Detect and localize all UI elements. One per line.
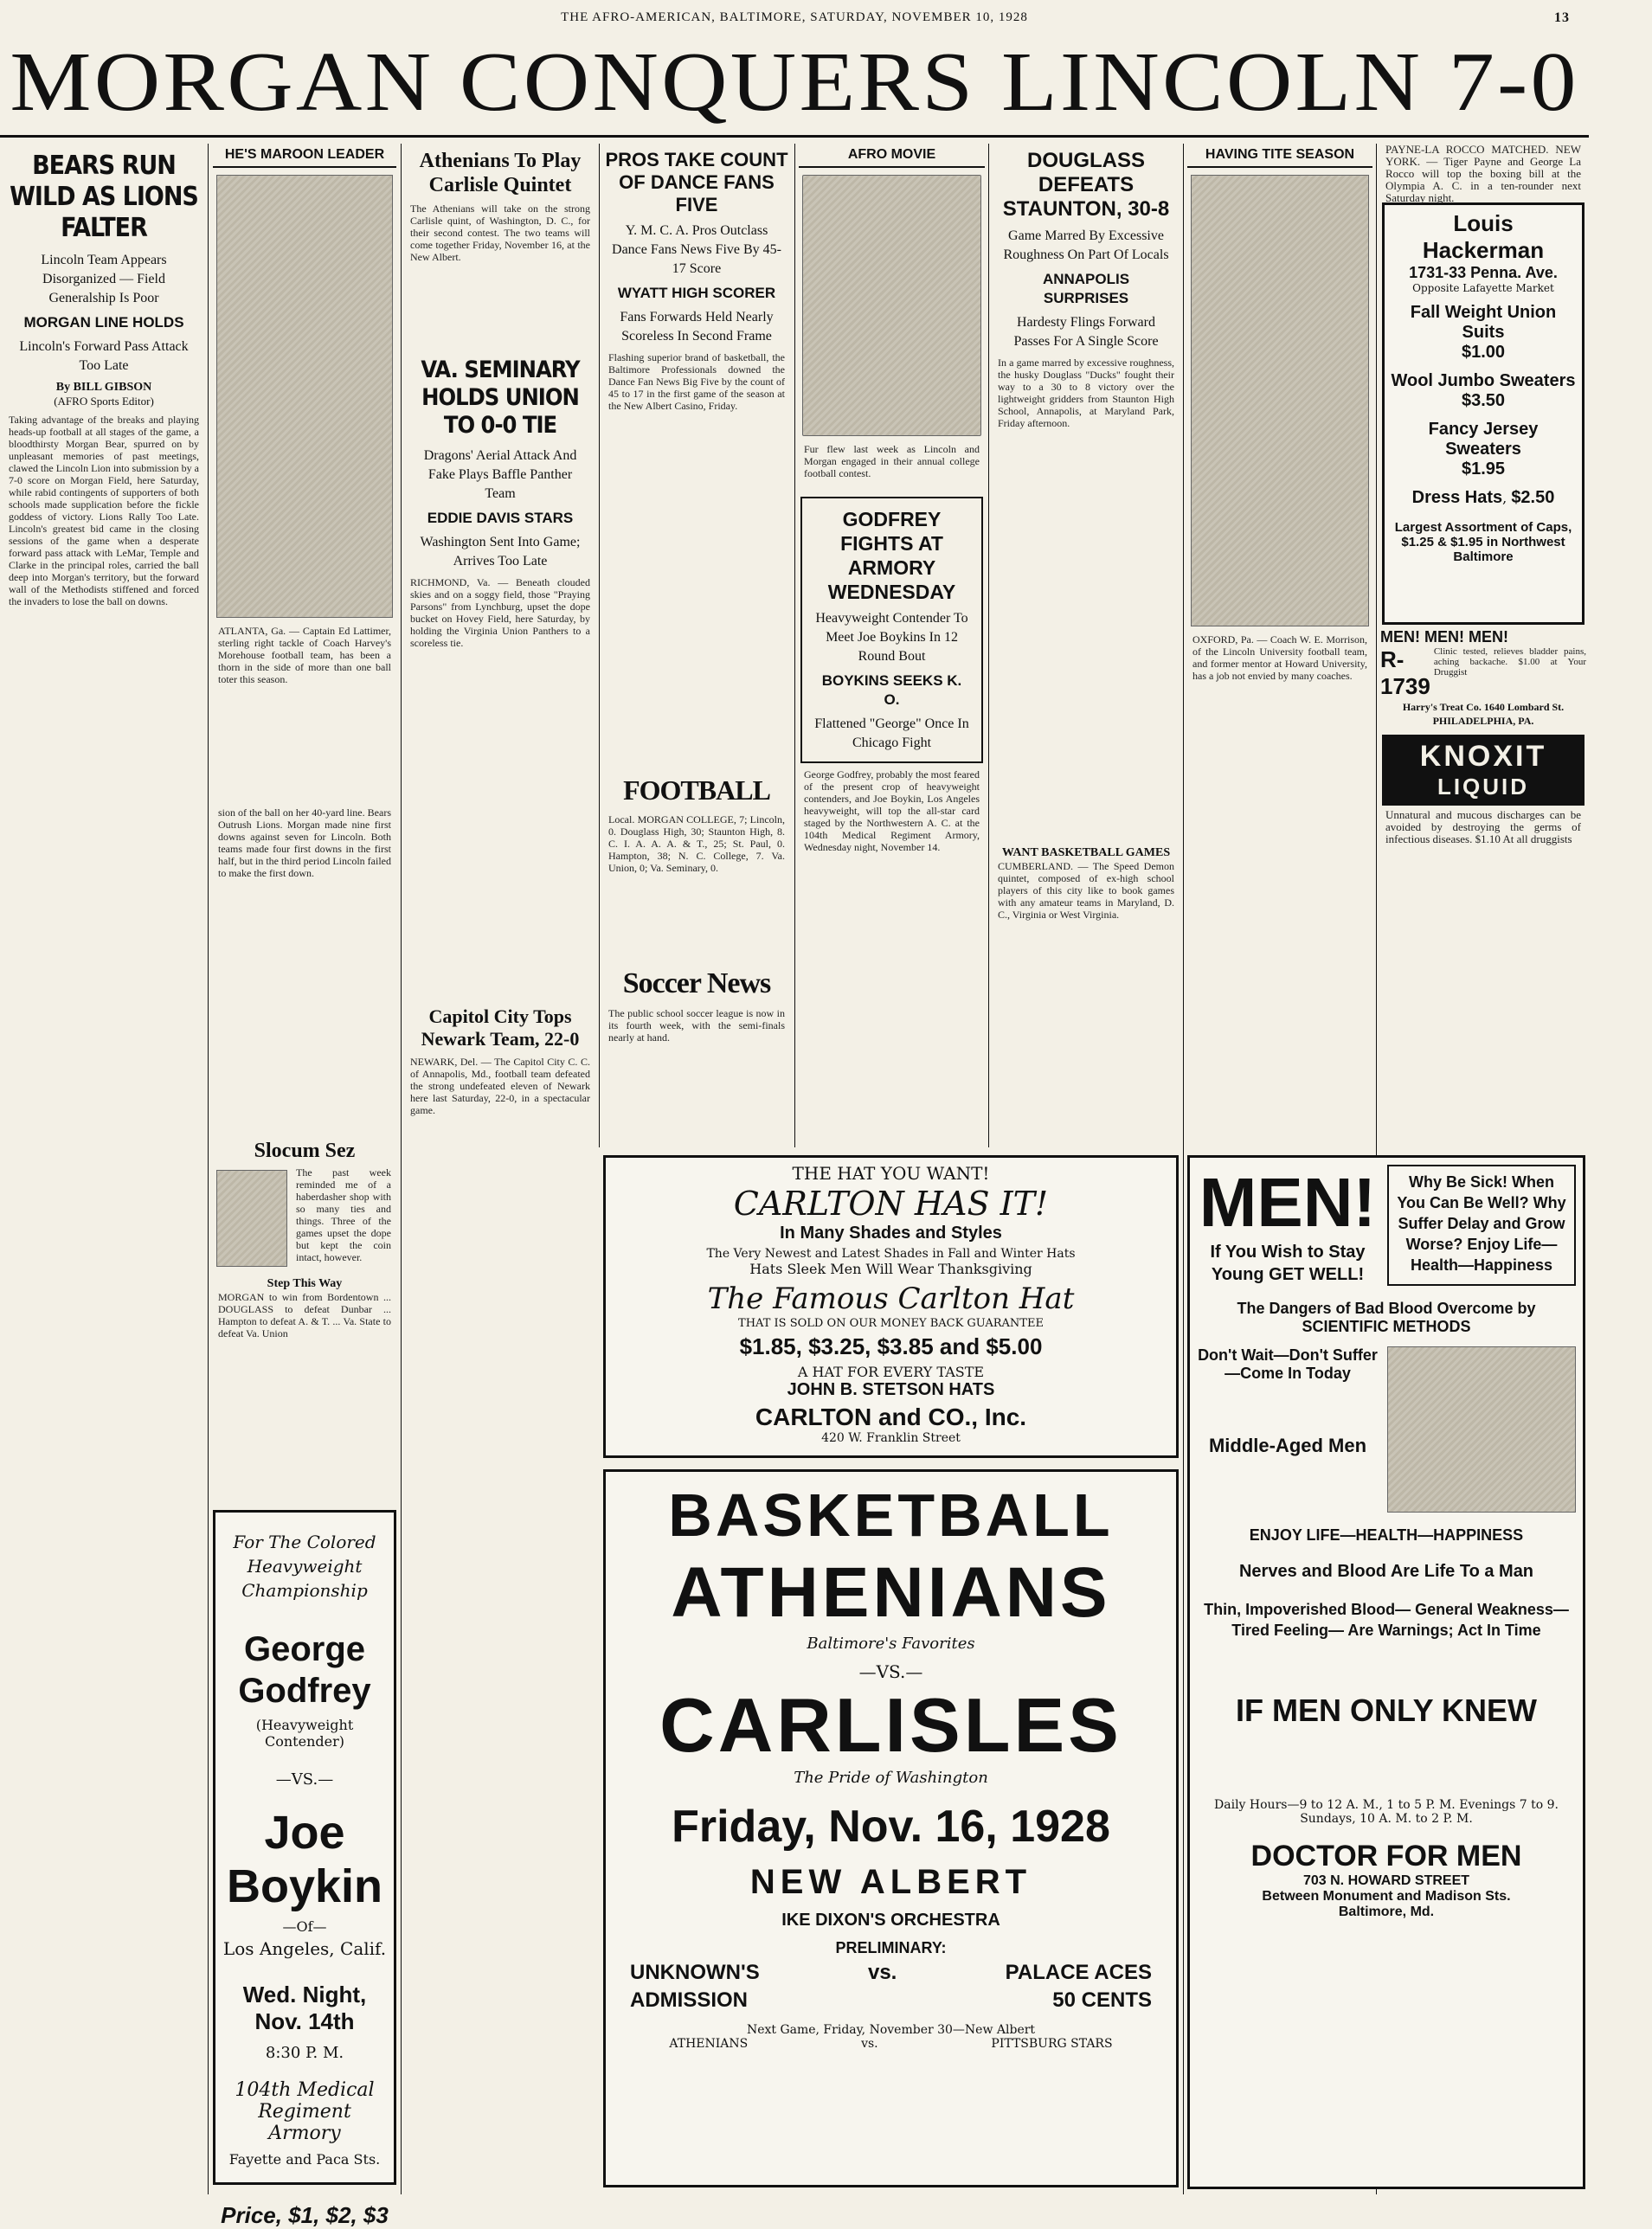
wanted-title: WANT BASKETBALL GAMES — [1001, 846, 1171, 859]
game-date: Friday, Nov. 16, 1928 — [672, 1802, 1110, 1852]
column-rule — [208, 144, 209, 2194]
fight-time: 8:30 P. M. — [265, 2044, 344, 2062]
column-3 — [405, 144, 595, 1147]
deck: Hardesty Flings Forward Passes For A Single Score — [1013, 315, 1159, 349]
subhead: BOYKINS SEEKS K. O. — [821, 672, 962, 708]
ad-price: $3.50 — [1461, 391, 1506, 410]
ad-line: CARLTON HAS IT! — [733, 1185, 1049, 1223]
vs: —VS.— — [858, 1661, 923, 1682]
page-number: 13 — [1554, 10, 1570, 25]
men-city: Baltimore, Md. — [1338, 1905, 1435, 1919]
column-7 — [1187, 144, 1372, 1147]
ad-line: The Famous Carlton Hat — [707, 1282, 1075, 1316]
photo-text: OXFORD, Pa. — Coach W. E. Morrison, of the Lincoln University football team, and former mentor at Howard University, has a job not envied by many coaches. — [1192, 633, 1367, 682]
men-middle: Middle-Aged Men — [1208, 1435, 1367, 1456]
headline: VA. SEMINARY HOLDS UNION TO 0-0 TIE — [421, 357, 580, 439]
banner-headline: MORGAN CONQUERS LINCOLN 7-0 — [10, 35, 1579, 129]
photo-maroon-leader — [216, 175, 393, 618]
article-bears-run-wild — [3, 144, 204, 2194]
next-game: Next Game, Friday, November 30—New Albert — [746, 2023, 1036, 2037]
prelim-team-1: UNKNOWN'S — [630, 1961, 760, 1984]
cartoon-text: Fur flew last week as Lincoln and Morgan engaged in their annual college football contest. — [804, 443, 980, 479]
ad-footer: Largest Assortment of Caps, $1.25 & $1.95 in Northwest Baltimore — [1394, 520, 1572, 564]
column-4 — [603, 144, 790, 1147]
men-address: 703 N. HOWARD STREET — [1302, 1873, 1470, 1888]
running-head — [0, 0, 1589, 31]
wanted-body: CUMBERLAND. — The Speed Demon quintet, composed of ex-high school players of this city like to book games with any amateur teams in Maryland, D. C., Virginia or West Virginia. — [998, 860, 1174, 921]
r1739-title: MEN! MEN! MEN! — [1380, 628, 1508, 646]
ad-item: Fancy Jersey Sweaters — [1428, 420, 1539, 459]
slocum-title: Slocum Sez — [254, 1140, 356, 1162]
ad-price: $2.50 — [1511, 488, 1555, 507]
men-sub: If You Wish to Stay Young GET WELL! — [1210, 1243, 1366, 1284]
photo-caption: AFRO MOVIE — [799, 144, 985, 168]
men-illustration — [1387, 1346, 1576, 1513]
article-body: The Athenians will take on the strong Carlisle quint, of Washington, D. C., for their second contest. The two teams will come together Friday, November 16, at the New Albert. — [410, 202, 590, 263]
deck: Heavyweight Contender To Meet Joe Boykins In 12 Round Bout — [815, 611, 968, 664]
ad-doctor-for-men — [1187, 1155, 1585, 2189]
column-rule — [988, 144, 989, 1147]
venue-address: Fayette and Paca Sts. — [228, 2151, 381, 2168]
admission-price: 50 CENTS — [1052, 1988, 1152, 2012]
ad-basketball — [603, 1469, 1179, 2187]
headline: GODFREY FIGHTS AT ARMORY WEDNESDAY — [827, 508, 956, 603]
men-question: Why Be Sick! When You Can Be Well? Why Suffer Delay and Grow Worse? Enjoy Life—Health—Happiness — [1397, 1173, 1566, 1274]
deck: Y. M. C. A. Pros Outclass Dance Fans News Five By 45-17 Score — [612, 223, 781, 276]
subhead: ANNAPOLIS SURPRISES — [1042, 271, 1130, 306]
brief: PAYNE-LA ROCCO MATCHED. NEW YORK. — Tiger Payne and George La Rocco will top the boxing bill at the Olympia A. C. in a ten-rounder next Saturday night. — [1385, 143, 1581, 204]
ad-price: $1.95 — [1461, 459, 1506, 479]
team-1: ATHENIANS — [671, 1553, 1111, 1632]
men-if-only: IF MEN ONLY KNEW — [1235, 1693, 1538, 1728]
headline: BEARS RUN WILD AS LIONS FALTER — [10, 151, 198, 243]
slocum-cartoon — [216, 1170, 287, 1267]
men-enjoy: ENJOY LIFE—HEALTH—HAPPINESS — [1249, 1526, 1524, 1544]
slocum-body: The past week reminded me of a haberdasher shop with so many ties and things. Three of the games upset the dope but kept the coin intact, however. — [296, 1166, 391, 1263]
column-rule — [1183, 144, 1184, 2194]
next-vs: vs. — [861, 2037, 878, 2051]
deck: Lincoln's Forward Pass Attack Too Late — [19, 339, 189, 373]
fight-date: Wed. Night, Nov. 14th — [242, 1982, 367, 2034]
article-body: RICHMOND, Va. — Beneath clouded skies and on a soggy field, those "Praying Parsons" from Lynchburg, upset the dope bucket on Hovey Field, here Saturday, by holding the Virginia Union Panthers to a scoreless tie. — [410, 576, 590, 649]
running-head-text: THE AFRO-AMERICAN, BALTIMORE, SATURDAY, NOVEMBER 10, 1928 — [561, 10, 1028, 24]
vs: —VS.— — [275, 1770, 334, 1789]
deck: Game Marred By Excessive Roughness On Part Of Locals — [1003, 228, 1169, 262]
article-body: sion of the ball on her 40-yard line. Bears Outrush Lions. Morgan made nine first downs against seven for Lincoln. Both teams made four first downs in the first half, but in the third period Lincoln failed to make the first down. — [218, 806, 391, 879]
fighter-1: George Godfrey — [238, 1630, 371, 1710]
column-rule — [401, 144, 402, 2194]
article-body: Flashing superior brand of basketball, the Baltimore Professionals downed the Dance Fan News Big Five by the count of 45 to 17 in the first game of the season at the New Albert Casino, Friday. — [608, 351, 785, 412]
r1739-seller: Harry's Treat Co. 1640 Lombard St. PHILADELPHIA, PA. — [1402, 701, 1565, 727]
ad-line: For The Colored Heavyweight Championship — [233, 1532, 376, 1601]
men-hours: Daily Hours—9 to 12 A. M., 1 to 5 P. M. Evenings 7 to 9. Sundays, 10 A. M. to 2 P. M. — [1214, 1798, 1559, 1826]
prelim-team-2: PALACE ACES — [1005, 1961, 1152, 1984]
men-doctor: DOCTOR FOR MEN — [1250, 1840, 1522, 1872]
next-team-1: ATHENIANS — [669, 2037, 749, 2051]
ad-line: THAT IS SOLD ON OUR MONEY BACK GUARANTEE — [738, 1317, 1044, 1330]
ad-carlton-hats — [603, 1155, 1179, 1458]
deck: Flattened "George" Once In Chicago Fight — [814, 716, 969, 750]
knoxit-sub: LIQUID — [1437, 774, 1530, 800]
ad-item: Dress Hats — [1411, 488, 1503, 507]
orchestra: IKE DIXON'S ORCHESTRA — [781, 1911, 1000, 1930]
price: Price, $1, $2, $3 — [221, 2202, 389, 2228]
photo-caption: HE'S MAROON LEADER — [213, 144, 396, 168]
deck: Lincoln Team Appears Disorganized — Field Generalship Is Poor — [41, 253, 167, 305]
column-2 — [213, 144, 396, 1502]
headline: Capitol City Tops Newark Team, 22-0 — [421, 1005, 580, 1050]
soccer-title: Soccer News — [622, 967, 771, 999]
deck: Dragons' Aerial Attack And Fake Plays Baffle Panther Team — [423, 448, 577, 501]
headline: PROS TAKE COUNT OF DANCE FANS FIVE — [605, 149, 788, 215]
of: —Of— — [282, 1918, 327, 1935]
men-young: Don't Wait—Don't Suffer—Come In Today — [1198, 1346, 1378, 1382]
cartoon-afro-movie — [802, 175, 981, 436]
ad-line: A HAT FOR EVERY TASTE — [797, 1364, 985, 1380]
next-team-2: PITTSBURG STARS — [991, 2037, 1113, 2051]
standings-title: Step This Way — [267, 1277, 343, 1290]
soccer-body: The public school soccer league is now in its fourth week, with the semi-finals nearly at hand. — [608, 1007, 785, 1044]
ad-title: BASKETBALL — [668, 1481, 1114, 1549]
venue: NEW ALBERT — [749, 1863, 1032, 1901]
column-5 — [799, 144, 985, 1147]
team-2-sub: The Pride of Washington — [794, 1769, 988, 1787]
ad-line: In Many Shades and Styles — [780, 1224, 1002, 1243]
article-body: NEWARK, Del. — The Capitol City C. C. of Annapolis, Md., football team defeated the strong undefeated eleven of Newark here last Saturday, 22-0, in a spectacular game. — [410, 1056, 590, 1116]
ad-price: $1.00 — [1461, 343, 1506, 362]
deck: Fans Forwards Held Nearly Scoreless In Second Frame — [620, 310, 774, 344]
football-title: FOOTBALL — [623, 774, 770, 806]
team-2: CARLISLES — [659, 1682, 1122, 1768]
column-8 — [1380, 144, 1586, 922]
men-between: Between Monument and Madison Sts. — [1262, 1889, 1511, 1904]
fighter-1-sub: (Heavyweight Contender) — [255, 1717, 354, 1750]
men-title: MEN! — [1199, 1164, 1377, 1241]
ad-line: The Very Newest and Latest Shades in Fall and Winter Hats — [706, 1247, 1076, 1261]
subhead: WYATT HIGH SCORER — [617, 285, 776, 301]
admission-label: ADMISSION — [630, 1988, 749, 2012]
column-6 — [993, 144, 1180, 1147]
byline: By BILL GIBSON — [55, 381, 152, 394]
article-body: Taking advantage of the breaks and playing heads-up football at all stages of the game, a bloodthirsty Morgan Bear, spurred on by unpleasant memories of past meetings, clawed the Lincoln Lion into submission by a 7-0 score on Morgan Field, here Saturday, while rabid contingents of supporters of both schools made supplication before the fickle goddess of victory. Lions Rally Too Late. Lincoln's greatest bid came in the closing sessions of the game when a desperate forward pass attack with LeMar, Temple and Clarke in the principal roles, carried the ball deep into Morgan's territory, but the forward wall of the Methodists stiffened and forced the invaders to lose the ball on downs. — [9, 414, 199, 607]
byline-title: (AFRO Sports Editor) — [54, 395, 154, 408]
knoxit-text: Unnatural and mucous discharges can be avoided by destroying the germs of infectious diseases. $1.10 At all druggists — [1385, 808, 1581, 845]
subhead: EDDIE DAVIS STARS — [427, 510, 574, 526]
fighter-2: Joe Boykin — [226, 1807, 383, 1912]
ad-item: Wool Jumbo Sweaters — [1391, 371, 1576, 390]
banner-rule — [0, 135, 1589, 138]
knoxit-name: KNOXIT — [1419, 740, 1547, 773]
photo-caption: HAVING TITE SEASON — [1187, 144, 1372, 168]
ad-store: Louis Hackerman — [1422, 210, 1545, 263]
men-nerves: Nerves and Blood Are Life To a Man — [1238, 1562, 1534, 1581]
team-1-sub: Baltimore's Favorites — [807, 1635, 975, 1653]
photo-tite-season — [1191, 175, 1369, 626]
deck: Washington Sent Into Game; Arrives Too Late — [420, 535, 581, 568]
venue: 104th Medical Regiment Armory — [235, 2079, 375, 2144]
r1739-text: Clinic tested, relieves bladder pains, aching backache. $1.00 at Your Druggist — [1433, 646, 1586, 678]
ad-line: JOHN B. STETSON HATS — [787, 1380, 995, 1399]
column-rule — [599, 144, 600, 1147]
article-body: George Godfrey, probably the most feared of the present crop of heavyweight contenders, and Joe Boykin, Los Angeles heavyweight, will top the all-star card staged by the Northwestern A. C. at the 104th Medical Regiment Armory, Wednesday night, November 14. — [804, 768, 980, 853]
headline: DOUGLASS DEFEATS STAUNTON, 30-8 — [1002, 149, 1170, 221]
subhead: MORGAN LINE HOLDS — [23, 314, 184, 331]
men-thin: Thin, Impoverished Blood— General Weakness—Tired Feeling— Are Warnings; Act In Time — [1204, 1601, 1569, 1639]
knoxit-banner — [1382, 735, 1585, 806]
photo-text: ATLANTA, Ga. — Captain Ed Lattimer, sterling right tackle of Coach Harvey's Morehouse football team, has been a thorn in the side of more than one ball toter this season. — [218, 625, 391, 685]
men-scientific: The Dangers of Bad Blood Overcome by SCIENTIFIC METHODS — [1237, 1300, 1536, 1335]
ad-address: 1731-33 Penna. Ave. — [1409, 264, 1558, 281]
column-rule — [794, 144, 795, 1147]
prelim-vs: vs. — [867, 1961, 897, 1984]
from: Los Angeles, Calif. — [222, 1938, 387, 1959]
ad-prices: $1.85, $3.25, $3.85 and $5.00 — [739, 1333, 1043, 1359]
ad-item: Fall Weight Union Suits — [1410, 303, 1557, 342]
ad-line: THE HAT YOU WANT! — [792, 1163, 990, 1184]
ad-godfrey-boykin — [213, 1510, 396, 2228]
football-body: Local. MORGAN COLLEGE, 7; Lincoln, 0. Douglass High, 30; Staunton High, 8. C. I. A. A. A. & T., 25; St. Paul, 0. Hampton, 38; N. C. College, 7. Va. Union, 0; Va. Seminary, 0. — [608, 813, 785, 874]
ad-address: 420 W. Franklin Street — [821, 1431, 961, 1445]
article-body: In a game marred by excessive roughness, the husky Douglass "Ducks" fought their way to a 30 to 8 victory over the lightweight gridders from Staunton High School, Annapolis, at Maryland Park, Friday afternoon. — [998, 357, 1174, 429]
headline: Athenians To Play Carlisle Quintet — [419, 150, 582, 196]
ad-hackerman: Louis Hackerman 1731-33 Penna. Ave. Opposite Lafayette Market Fall Weight Union Suits $1.00 Wool Jumbo Sweaters $3.50 Fancy Jersey Sweaters $1.95 Dress Hats, $2.50 Largest Assortment of Caps, $1.25 & $1.95 in Northwest Baltimore — [1382, 202, 1585, 625]
standings-body: MORGAN to win from Bordentown ... DOUGLASS to defeat Dunbar ... Hampton to defeat A. & T. ... Va. State to defeat Va. Union — [218, 1291, 391, 1339]
r1739-code: R-1739 — [1380, 646, 1430, 699]
ad-sub: Opposite Lafayette Market — [1412, 282, 1554, 294]
ad-line: Hats Sleek Men Will Wear Thanksgiving — [749, 1261, 1032, 1277]
prelim-label: PRELIMINARY: — [835, 1939, 947, 1956]
ad-store: CARLTON and CO., Inc. — [755, 1404, 1027, 1430]
